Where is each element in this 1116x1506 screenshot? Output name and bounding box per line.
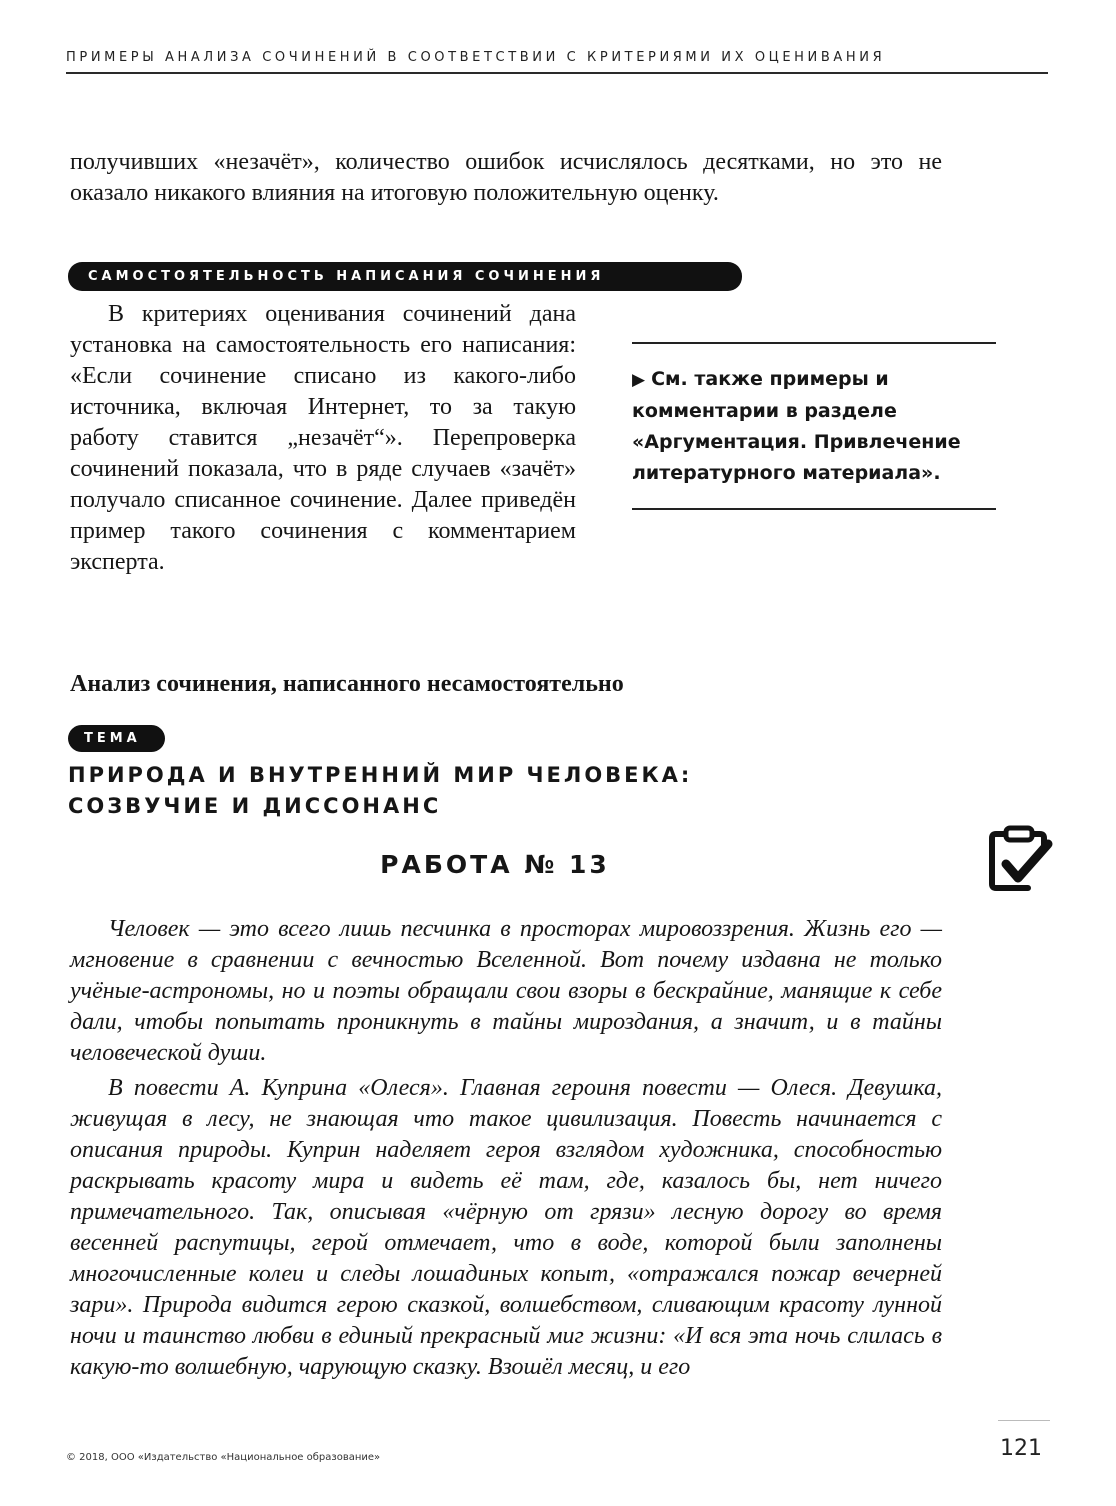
sidebar-note-text: См. также примеры и комментарии в разделе «Аргументация. Привлечение литературного материала». xyxy=(632,368,961,484)
essay-paragraph: Человек — это всего лишь песчинка в просторах мировоззрения. Жизнь его — мгновение в сравнении с вечностью Вселенной. Вот почему издавна не только учёные-астрономы, но и поэты обращали свои взоры в бескрайние, манящие к себе дали, чтобы попытать проникнуть в тайны мироздания, а значит, и в тайны человеческой души. xyxy=(70,916,942,1066)
play-arrow-icon: ▶ xyxy=(632,370,646,390)
tema-title-line1: ПРИРОДА И ВНУТРЕННИЙ МИР ЧЕЛОВЕКА: xyxy=(68,763,693,787)
analysis-heading: Анализ сочинения, написанного несамостоятельно xyxy=(70,671,624,697)
tema-title-line2: СОЗВУЧИЕ И ДИССОНАНС xyxy=(68,794,442,818)
clipboard-check-icon xyxy=(984,822,1054,892)
intro-paragraph: получивших «незачёт», количество ошибок исчислялось десятками, но это не оказало никакого влияния на итоговую положительную оценку. xyxy=(70,149,942,206)
essay-text xyxy=(70,914,942,1387)
page-number: 121 xyxy=(1000,1436,1042,1461)
sidebar-bottom-rule xyxy=(632,508,996,510)
copyright: © 2018, ООО «Издательство «Национальное образование» xyxy=(66,1452,381,1463)
header-rule xyxy=(66,72,1048,74)
footer-rule xyxy=(998,1420,1050,1421)
tema-title xyxy=(68,760,788,822)
section-body: В критериях оценивания сочинений дана установка на самостоятельность его написания: «Если сочинение списано из какого-либо источника, включая Интернет, то за такую работу ставится „незачёт“». Перепроверка сочинений показала, что в ряде случаев «зачёт» получало списанное сочинение. Далее приведён пример такого сочинения с комментарием эксперта. xyxy=(70,301,576,575)
section-label: САМОСТОЯТЕЛЬНОСТЬ НАПИСАНИЯ СОЧИНЕНИЯ xyxy=(68,262,742,291)
essay-paragraph: В повести А. Куприна «Олеся». Главная героиня повести — Олеся. Девушка, живущая в лесу, не знающая что такое цивилизация. Повесть начинается с описания природы. Куприн наделяет героя взглядом художника, способностью раскрывать красоту мира и видеть её там, где, казалось бы, нет ничего примечательного. Так, описывая «чёрную от грязи» лесную дорогу во время весенней распутицы, герой отмечает, что в воде, которой были заполнены многочисленные колеи и следы лошадиных копыт, «отражался пожар вечерней зари». Природа видится герою сказкой, волшебством, сливающим красоту лунной ночи и таинство любви в единый прекрасный миг жизни: «И вся эта ночь слилась в какую-то волшебную, чарующую сказку. Взошёл месяц, и его xyxy=(70,1075,942,1380)
work-title: РАБОТА № 13 xyxy=(380,850,610,879)
sidebar-note xyxy=(632,364,996,489)
tema-badge: ТЕМА xyxy=(68,725,165,752)
running-head: ПРИМЕРЫ АНАЛИЗА СОЧИНЕНИЙ В СООТВЕТСТВИИ С КРИТЕРИЯМИ ИХ ОЦЕНИВАНИЯ xyxy=(66,50,886,65)
sidebar-top-rule xyxy=(632,342,996,344)
